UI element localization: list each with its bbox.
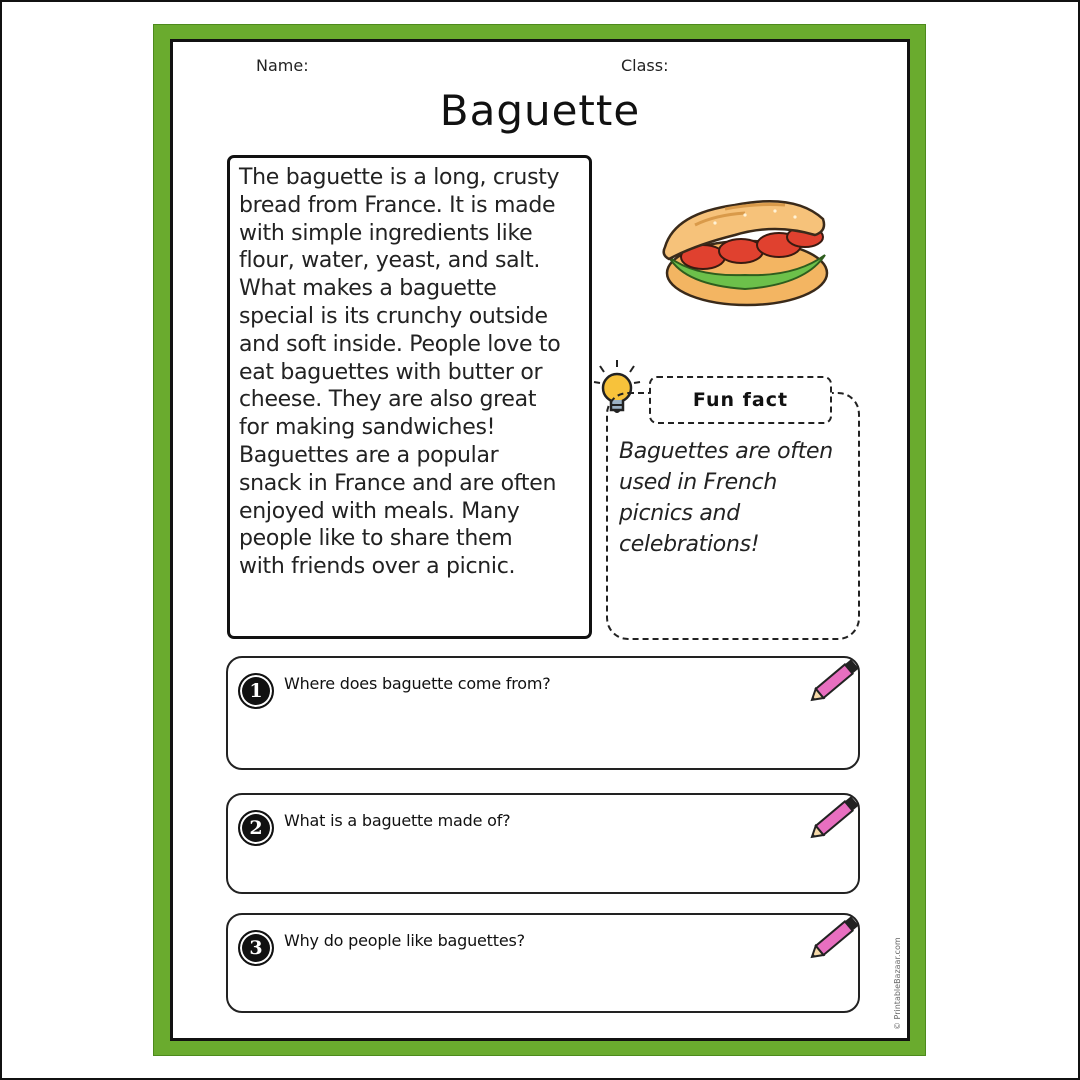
sandwich-icon [655,185,835,315]
story-line: people like to share them [239,526,513,552]
story-line: and soft inside. People love to [239,331,561,357]
story-line: snack in France and are often [239,470,557,496]
story-box [227,155,592,639]
fun-fact-text [619,436,855,560]
story-line: with friends over a picnic. [239,554,516,580]
story-line: for making sandwiches! [239,415,496,441]
watermark: © PrintableBazaar.com [893,937,902,1030]
question-text: Where does baguette come from? [284,674,551,693]
question-number: 3 [238,930,274,966]
class-label: Class: [621,56,669,75]
story-line: flour, water, yeast, and salt. [239,248,541,274]
story-line: bread from France. It is made [239,192,556,218]
fun-fact-title: Fun fact [649,376,832,424]
pencil-icon [810,907,866,963]
fun-fact-line: picnics and [619,501,740,526]
pencil-icon [810,650,866,706]
question-number: 1 [238,673,274,709]
story-line: What makes a baguette [239,276,497,302]
question-text: Why do people like baguettes? [284,931,525,950]
pencil-icon [810,787,866,843]
story-line: special is its crunchy outside [239,303,548,329]
story-text [239,164,580,581]
name-label: Name: [256,56,309,75]
story-line: Baguettes are a popular [239,442,499,468]
question-box[interactable] [226,913,860,1013]
story-line: cheese. They are also great [239,387,537,413]
page-title: Baguette [439,86,641,135]
story-line: eat baguettes with butter or [239,359,543,385]
question-number: 2 [238,810,274,846]
fun-fact-line: used in French [619,470,777,495]
question-box[interactable] [226,656,860,770]
story-line: The baguette is a long, crusty [239,165,560,190]
story-line: enjoyed with meals. Many [239,498,520,524]
story-line: with simple ingredients like [239,220,533,246]
fun-fact-line: Baguettes are often [619,439,833,464]
question-box[interactable] [226,793,860,894]
fun-fact-line: celebrations! [619,532,760,557]
question-text: What is a baguette made of? [284,811,511,830]
